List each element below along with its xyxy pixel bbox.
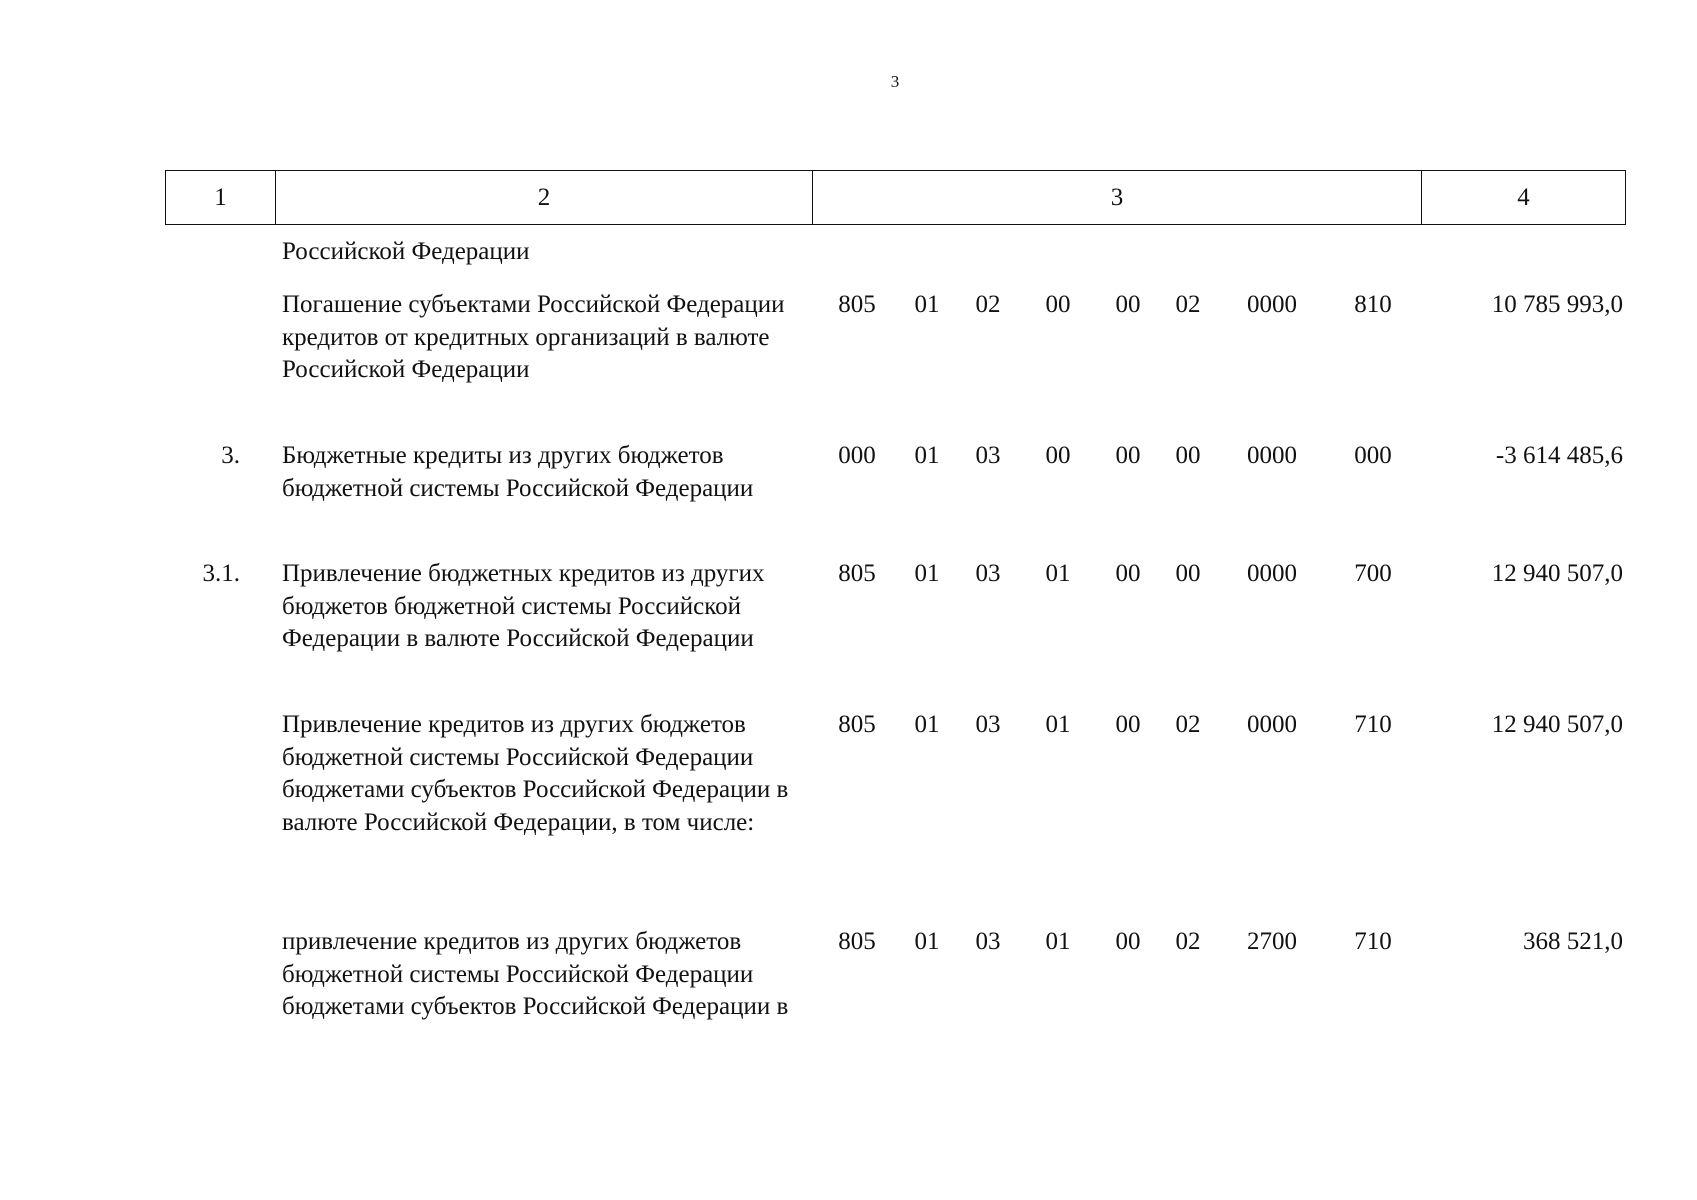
row-description: Привлечение кредитов из других бюджетов бюджетной системы Российской Федерации бюджетами субъектов Российской Федерации в валюте Российской Федерации, в том числе:	[282, 711, 789, 836]
code-element: 02	[1175, 928, 1201, 955]
code-subgroup: 03	[975, 442, 1001, 469]
row-amount: 12 940 507,0	[1491, 711, 1623, 738]
code-subarticle: 00	[1115, 560, 1141, 587]
row-description: привлечение кредитов из других бюджетов бюджетной системы Российской Федерации бюджетами субъектов Российской Федерации в	[282, 928, 789, 1020]
row-amount: 12 940 507,0	[1491, 560, 1623, 587]
row-amount: 10 785 993,0	[1491, 291, 1623, 318]
code-group: 01	[914, 560, 940, 587]
code-article: 01	[1045, 711, 1071, 738]
code-program: 0000	[1247, 711, 1297, 738]
code-article: 01	[1045, 560, 1071, 587]
code-article: 01	[1045, 928, 1071, 955]
code-kosgu: 710	[1354, 711, 1392, 738]
code-admin: 805	[838, 560, 876, 587]
code-subarticle: 00	[1115, 291, 1141, 318]
code-group: 01	[914, 928, 940, 955]
row-number: 3.	[221, 442, 240, 469]
code-program: 0000	[1247, 560, 1297, 587]
row-description: Погашение субъектами Российской Федерации кредитов от кредитных организаций в валюте Российской Федерации	[282, 291, 785, 383]
code-group: 01	[914, 442, 940, 469]
row-amount: -3 614 485,6	[1495, 442, 1623, 469]
column-header-1: 1	[166, 171, 276, 225]
code-subgroup: 03	[975, 711, 1001, 738]
code-kosgu: 700	[1354, 560, 1392, 587]
code-kosgu: 810	[1354, 291, 1392, 318]
row-description: Привлечение бюджетных кредитов из других бюджетов бюджетной системы Российской Федерации в валюте Российской Федерации	[282, 560, 765, 652]
code-admin: 805	[838, 928, 876, 955]
row-amount: 368 521,0	[1523, 928, 1623, 955]
code-subgroup: 03	[975, 560, 1001, 587]
code-subarticle: 00	[1115, 711, 1141, 738]
code-element: 00	[1175, 442, 1201, 469]
code-admin: 805	[838, 711, 876, 738]
code-element: 02	[1175, 711, 1201, 738]
code-group: 01	[914, 711, 940, 738]
row-number: 3.1.	[202, 560, 240, 587]
column-header-2: 2	[276, 171, 813, 225]
code-element: 00	[1175, 560, 1201, 587]
code-subgroup: 02	[975, 291, 1001, 318]
code-article: 00	[1045, 291, 1071, 318]
column-header-3: 3	[813, 171, 1422, 225]
code-article: 00	[1045, 442, 1071, 469]
code-admin: 000	[838, 442, 876, 469]
code-kosgu: 710	[1354, 928, 1392, 955]
code-group: 01	[914, 291, 940, 318]
code-program: 0000	[1247, 291, 1297, 318]
code-subgroup: 03	[975, 928, 1001, 955]
code-program: 2700	[1247, 928, 1297, 955]
code-program: 0000	[1247, 442, 1297, 469]
column-header-4: 4	[1422, 171, 1626, 225]
code-subarticle: 00	[1115, 928, 1141, 955]
row-description: Российской Федерации	[282, 238, 530, 265]
row-description: Бюджетные кредиты из других бюджетов бюджетной системы Российской Федерации	[282, 442, 754, 502]
code-element: 02	[1175, 291, 1201, 318]
code-admin: 805	[838, 291, 876, 318]
code-subarticle: 00	[1115, 442, 1141, 469]
code-kosgu: 000	[1354, 442, 1392, 469]
page-number: 3	[890, 72, 900, 91]
